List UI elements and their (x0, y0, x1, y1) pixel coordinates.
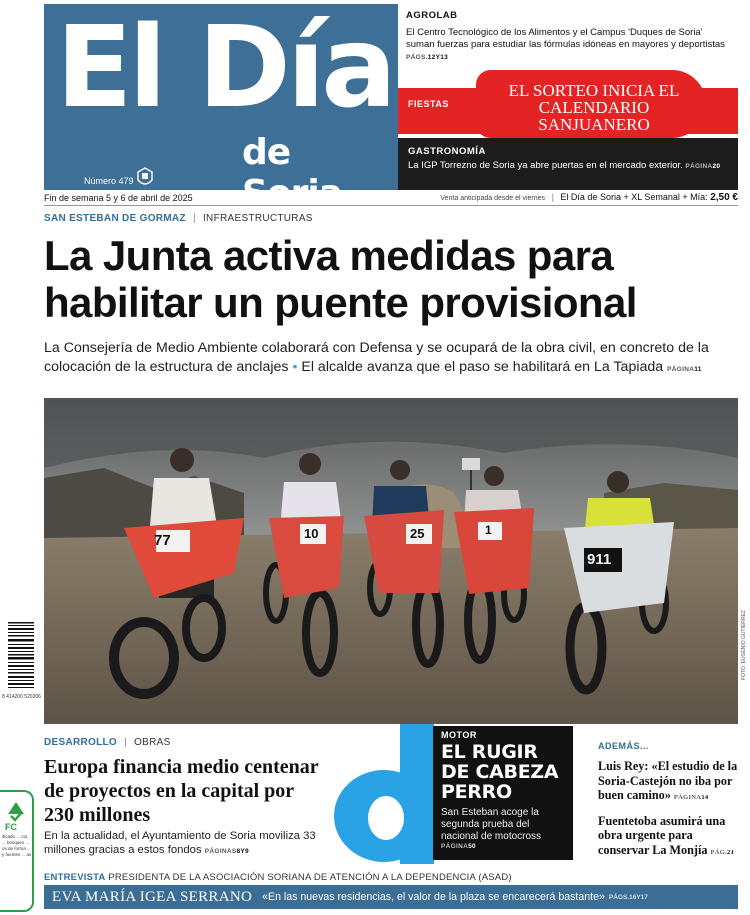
photo-illustration (44, 398, 738, 724)
page-label: PÁGINA (673, 794, 702, 801)
page-label: PÁGINA (441, 843, 469, 850)
agrolab-page-ref (406, 54, 448, 61)
main-deck-part1: La Consejería de Medio Ambiente colaborará con Defensa y se ocupará de la obra civil, en concreto de la colocación de la estructura de anclajes (44, 340, 709, 375)
price: 2,50 € (710, 192, 738, 203)
page-number: 14 (701, 794, 709, 801)
d-supplement-logo-icon[interactable] (328, 724, 440, 864)
gastronomia-page-ref (685, 163, 720, 170)
page-label: PÁGS. (608, 893, 630, 901)
motor-headline: EL RUGIR DE CABEZA PERRO (441, 741, 559, 803)
main-page-ref (667, 366, 702, 373)
agrolab-teaser[interactable] (398, 4, 738, 66)
main-deck (44, 339, 744, 379)
second-section: DESARROLLO (44, 737, 117, 748)
gastronomia-teaser[interactable] (398, 138, 738, 190)
separator: | (551, 192, 554, 202)
newspaper-title: El Día (56, 3, 393, 133)
ademas-page-ref (711, 849, 735, 856)
second-section-label (44, 737, 171, 748)
ademas-item-text: Luis Rey: «El estudio de la Soria-Castejón no iba por buen camino» (598, 759, 738, 802)
page-number: 50 (468, 843, 476, 850)
interview-kicker: ENTREVISTA (44, 872, 106, 883)
motor-text: San Esteban acoge la segunda prueba del nacional de motocross (441, 807, 542, 842)
issue-number: Número 479 (84, 176, 134, 186)
bike-number-10: 10 (304, 526, 319, 541)
fiestas-kicker: FIESTAS (408, 99, 449, 109)
photo-credit: FOTO: EUGENIO GUTIÉRREZ (741, 610, 747, 680)
bullet-icon: • (292, 359, 298, 375)
motor-kicker: MOTOR (441, 730, 477, 740)
ademas-item-text: Fuentetoba asumirá una obra urgente para conservar La Monjía (598, 813, 726, 857)
main-deck-part2: El alcalde avanza que el paso se habilitará en La Tapiada (301, 359, 664, 375)
fiestas-headline: EL SORTEO INICIA EL CALENDARIO SANJUANERO (508, 81, 680, 134)
page-number: 16Y17 (629, 893, 648, 901)
bike-number-911: 911 (587, 551, 612, 568)
interview-name: EVA MARÍA IGEA SERRANO (52, 888, 253, 905)
page-label: PÁGS. (406, 54, 428, 61)
agrolab-body: El Centro Tecnológico de los Alimentos y el Campus 'Duques de Soria' suman fuerzas para estudiar las fórmulas idóneas en mayores y deportistas (406, 27, 725, 50)
gastronomia-kicker: GASTRONOMÍA (408, 146, 486, 157)
fsc-badge (0, 790, 34, 912)
tree-check-icon (4, 800, 28, 824)
edition-date: Fin de semana 5 y 6 de abril de 2025 (44, 193, 193, 203)
agrolab-kicker: AGROLAB (406, 10, 458, 21)
bike-number-77: 77 (154, 532, 171, 549)
interview-role: PRESIDENTA DE LA ASOCIACIÓN SORIANA DE ATENCIÓN A LA DEPENDENCIA (ASAD) (108, 872, 512, 883)
fsc-text: ificado ... cto ... bosques ... os de forma ... y fuentes ... as (2, 834, 32, 857)
agrolab-text (406, 27, 730, 64)
page-label: PÁGINAS (204, 848, 237, 855)
gastronomia-text (408, 160, 728, 173)
page-number: 21 (727, 848, 735, 856)
interview-quote: «En las nuevas residencias, el valor de la plaza se encarecerá bastante» (262, 891, 605, 903)
interview-page-ref (609, 894, 648, 901)
bundle-text: El Día de Soria + XL Semanal + Mía: (560, 192, 708, 202)
main-section-label (44, 213, 313, 224)
fsc-label: FC (5, 822, 17, 832)
second-page-ref (205, 848, 249, 855)
second-subsection: OBRAS (134, 737, 171, 748)
bike-number-1: 1 (485, 523, 492, 537)
second-headline[interactable]: Europa financia medio centenar de proyectos en la capital por 230 millones (44, 756, 319, 826)
main-section: SAN ESTEBAN DE GORMAZ (44, 213, 186, 224)
second-body (44, 829, 326, 859)
ademas-page-ref (674, 794, 709, 801)
city-crest-icon (136, 166, 154, 188)
interview-label (44, 872, 738, 883)
dateline (44, 192, 738, 206)
page-label: PÁGINA (667, 366, 695, 373)
main-subsection: INFRAESTRUCTURAS (202, 213, 313, 224)
page-number: 12Y13 (427, 54, 449, 61)
ademas-item[interactable] (598, 759, 740, 806)
second-body-text: En la actualidad, el Ayuntamiento de Soria moviliza 33 millones gracias a estos fondos (44, 830, 316, 856)
flag-tower (462, 458, 480, 470)
page-number: 20 (712, 163, 721, 170)
gastronomia-body: La IGP Torrezno de Soria ya abre puertas en el mercado exterior. (408, 160, 683, 171)
barcode-number: 8 414200 520206 (2, 694, 41, 700)
motocross-photo[interactable] (44, 398, 738, 724)
page-number: 11 (694, 366, 702, 373)
page-number: 8Y9 (236, 848, 249, 855)
fiestas-teaser[interactable] (398, 66, 738, 138)
page-label: PÁG. (710, 848, 728, 856)
ademas-kicker: ADEMÁS... (598, 741, 650, 751)
separator: | (124, 737, 127, 748)
main-headline[interactable]: La Junta activa medidas para habilitar un puente provisional (44, 232, 637, 326)
separator: | (192, 213, 196, 224)
advance-sale-note: Venta anticipada desde el viernes (440, 195, 546, 202)
ademas-item[interactable] (598, 814, 740, 861)
motor-page-ref (441, 843, 565, 850)
page-label: PÁGINA (685, 163, 713, 170)
interview-bar[interactable] (44, 885, 738, 909)
ademas-column (598, 741, 740, 860)
bike-number-25: 25 (410, 526, 425, 541)
price-info (440, 192, 738, 203)
newspaper-subtitle: de Soria (242, 132, 343, 214)
barcode-icon (6, 620, 36, 690)
motor-teaser[interactable] (433, 726, 573, 860)
